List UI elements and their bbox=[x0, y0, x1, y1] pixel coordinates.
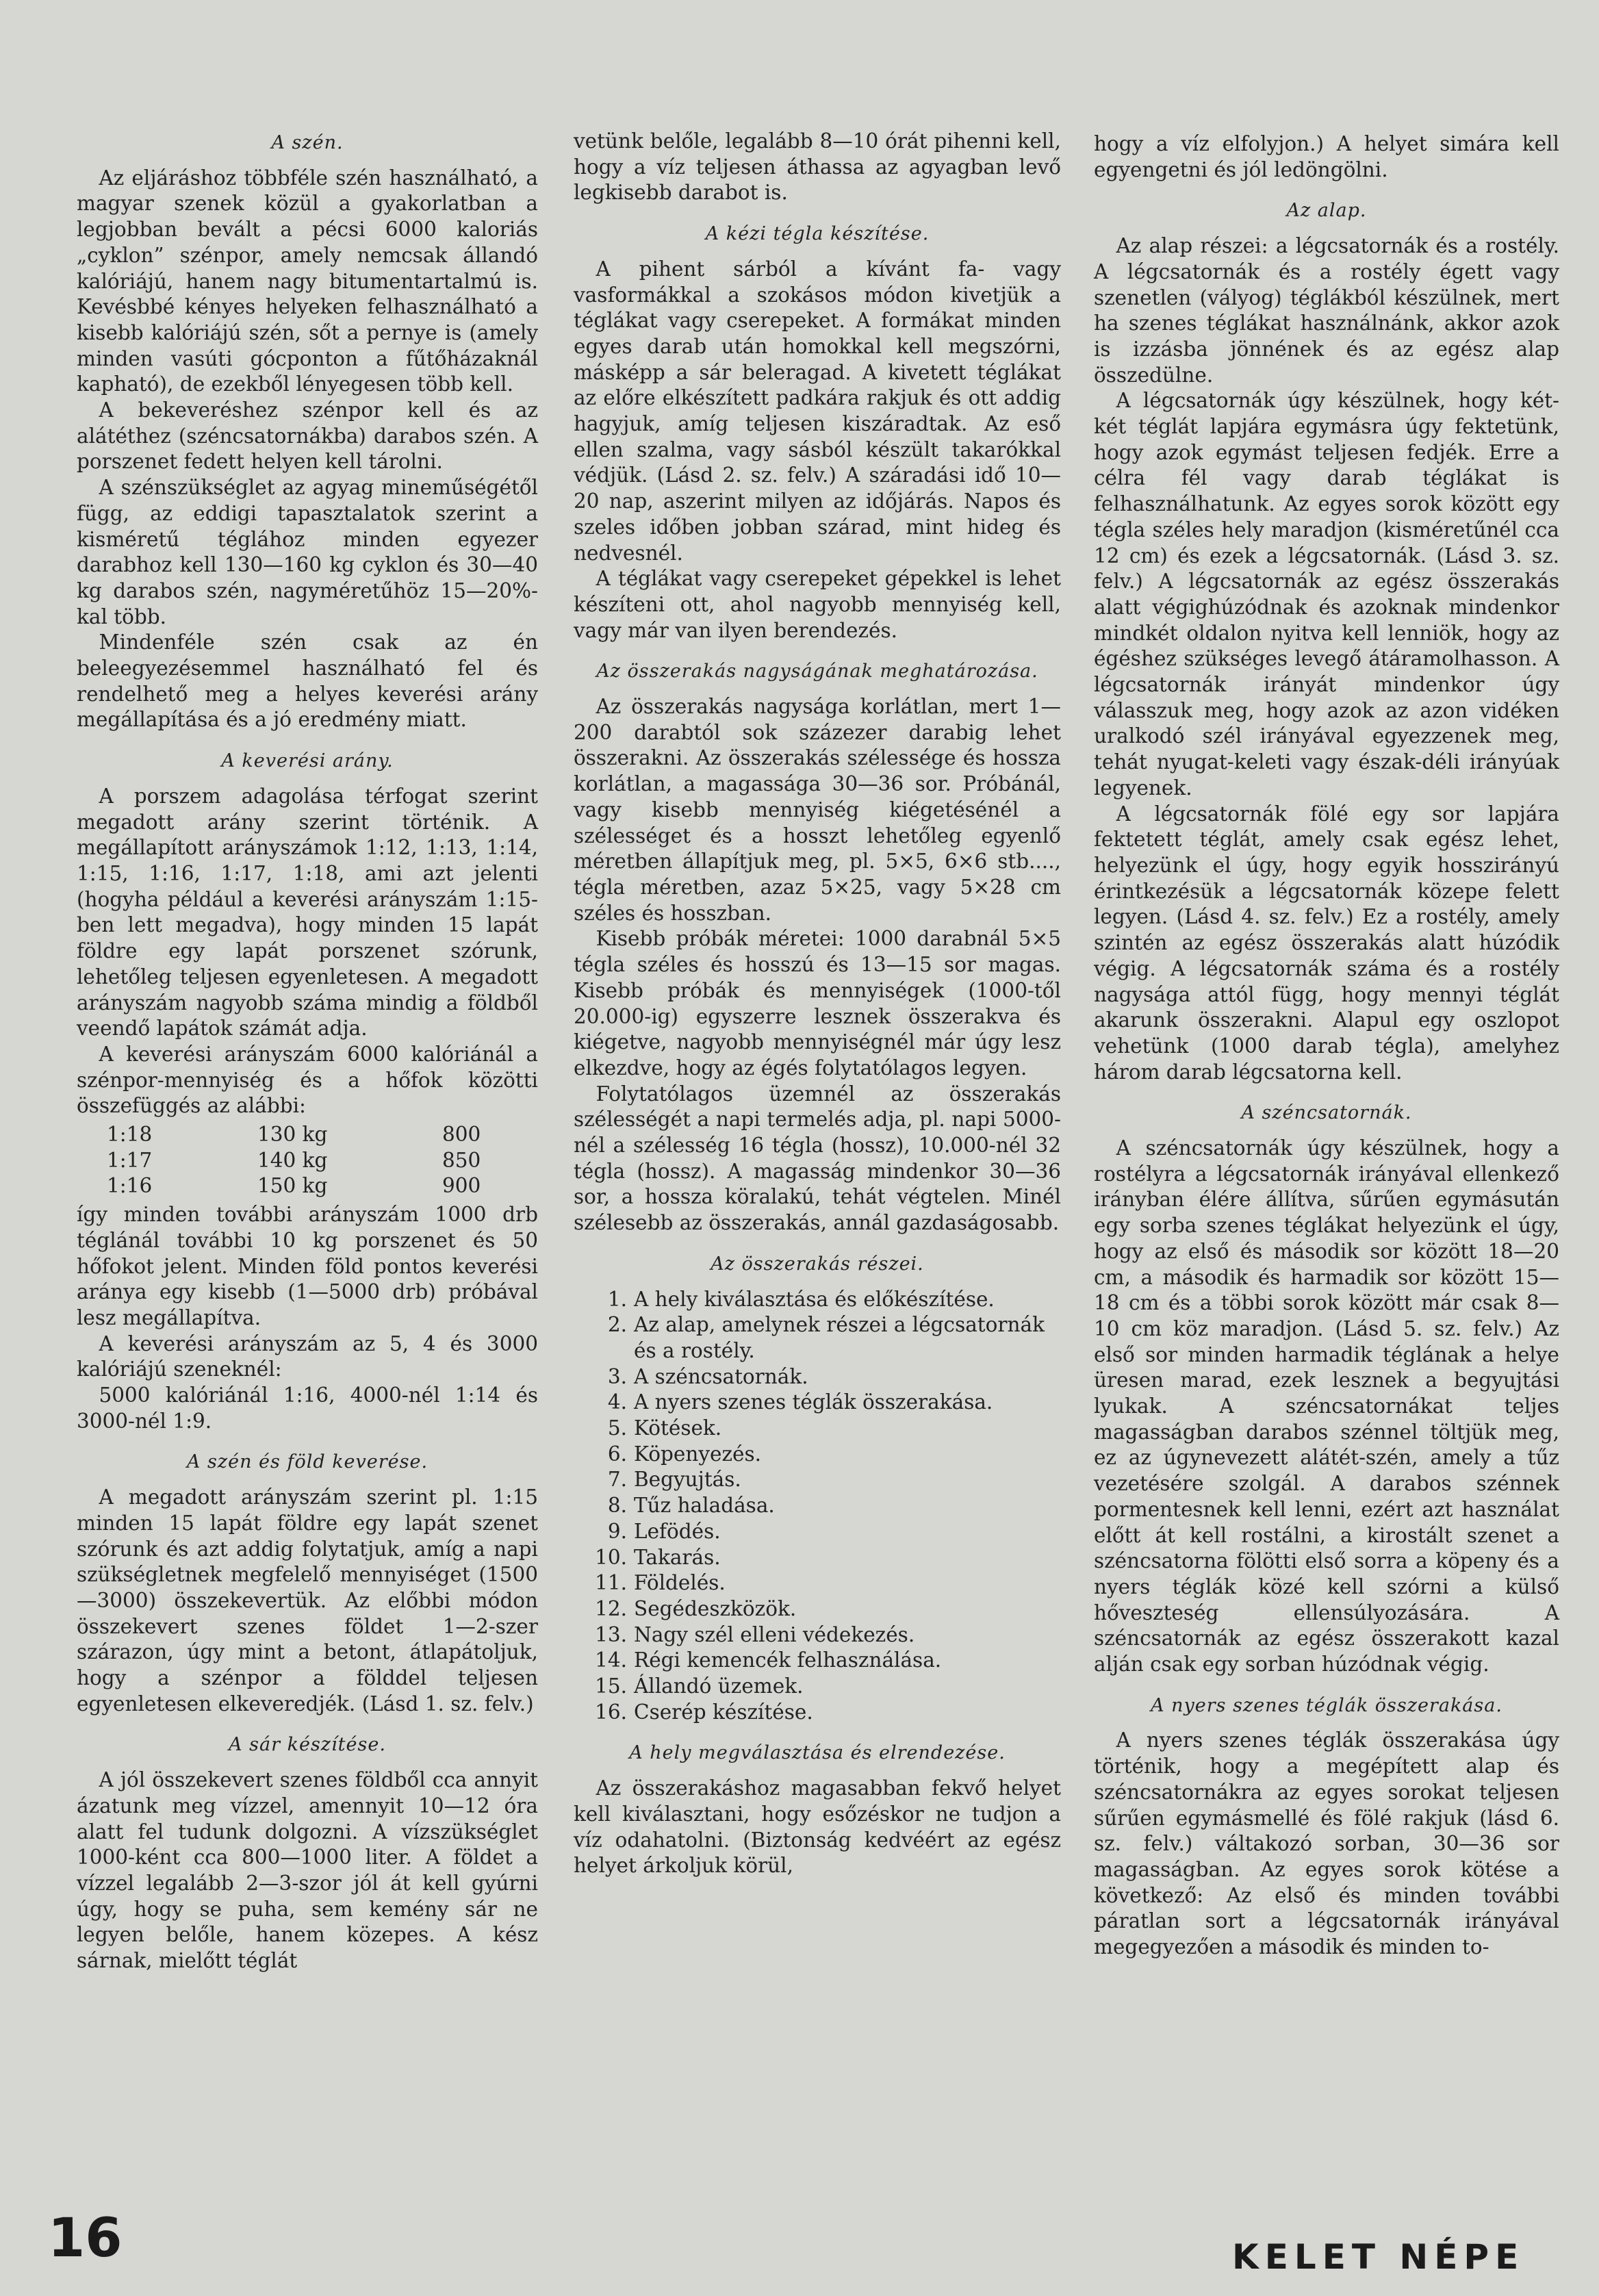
paragraph: A keverési arányszám az 5, 4 és 3000 kalóriájú szeneknél: bbox=[77, 1331, 538, 1381]
paragraph: A pihent sárból a kívánt fa- vagy vasformákkal a szokásos módon kivetjük a téglákat vagy cserepeket. A formákat minden egyes darab után homokkal kell megszórni, másképp a sár beleragad. A kivetett téglákat az előre elkészített padkára rakjuk és ott addig hagyjuk, amíg teljesen kiszáradtak. Az eső ellen szalma, vagy sásból készült takarókkal védjük. (Lásd 2. sz. felv.) A száradási idő 10—20 nap, aszerint milyen az időjárás. Napos és szeles időben jobban szárad, mint hideg és nedvesnél. bbox=[574, 257, 1061, 565]
list-item-number: 8. bbox=[607, 1494, 627, 1518]
paragraph: Az alap részei: a légcsatornák és a rostély. A légcsatornák és a rostély égett vagy szenetlen (vályog) téglákból készülnek, mert ha szenes téglákat használnánk, akkor azok is izzásba jönnének és az egész alap összedülne. bbox=[1094, 234, 1559, 387]
list-item bbox=[594, 1622, 1061, 1648]
list-item-text: Régi kemencék felhasználása. bbox=[634, 1648, 942, 1672]
paragraph: vetünk belőle, legalább 8—10 órát pihenni kell, hogy a víz teljesen áthassa az agyagban levő legkisebb darabot is. bbox=[574, 129, 1061, 205]
temperature-cell: 900 bbox=[442, 1174, 481, 1198]
paragraph: A nyers szenes téglák összerakása úgy történik, hogy a megépített alap és széncsatornákra az egyes sorokat teljesen sűrűen egymásmellé és fölé rakjuk (lásd 6. sz. felv.) váltakozó sorban, 30—36 sor magasságban. Az egyes sorok kötése a következő: Az első és minden további páratlan sort a légcsatornák irányával megegyezően a második és minden to- bbox=[1094, 1729, 1559, 1959]
paragraph: A téglákat vagy cserepeket gépekkel is lehet készíteni ott, ahol nagyobb mennyiség kell, vagy már van ilyen berendezés. bbox=[574, 567, 1061, 642]
table-row bbox=[107, 1122, 524, 1148]
list-item-number: 16. bbox=[595, 1700, 627, 1724]
list-item-text: Nagy szél elleni védekezés. bbox=[634, 1622, 915, 1646]
list-item-text: Állandó üzemek. bbox=[634, 1674, 804, 1698]
paragraph: A megadott arányszám szerint pl. 1:15 minden 15 lapát földre egy lapát szenet szórunk és azt addig folytatjuk, amíg a napi szükségletnek megfelelő mennyiséget (1500—3000) összekevertük. Az előbbi módon összekevert szenes földet 1—2-szer szárazon, úgy mint a betont, átlapátoljuk, hogy a szénpor a földdel teljesen egyenletesen elkeveredjék. (Lásd 1. sz. felv.) bbox=[77, 1485, 538, 1715]
table-row bbox=[107, 1173, 524, 1199]
list-item bbox=[594, 1519, 1061, 1545]
parts-list bbox=[574, 1287, 1061, 1726]
paragraph: A széncsatornák úgy készülnek, hogy a rostélyra a légcsatornák irányával ellenkező irányban élére állítva, sűrűen egymásután egy sorba szenes téglákat helyezünk el úgy, hogy az első és második sor között 18—20 cm, a második és harmadik sor között 15—18 cm és a többi sorok között már csak 8—10 cm köz maradjon. (Lásd 5. sz. felv.) Az első sor minden harmadik téglának a helye üresen marad, ezek lesznek a begyujtási lyukak. A széncsatornákat teljes magasságban darabos szénnel töltjük meg, ez az úgynevezett alátét-szén, amely a tűz vezetésére szolgál. A darabos szénnek pormentesnek kell lenni, ezért azt használat előtt át kell rostálni, a kirostált szenet a széncsatorna fölötti első sorra a köpeny és a nyers téglák közé kell szórni a külső hőveszteség ellensúlyozására. A széncsatornák az egész összerakott kazal alján csak egy sorban húzódnak végig. bbox=[1094, 1136, 1559, 1676]
paragraph: 5000 kalóriánál 1:16, 4000-nél 1:14 és 3000-nél 1:9. bbox=[77, 1383, 538, 1433]
list-item bbox=[594, 1674, 1061, 1700]
list-item bbox=[594, 1416, 1061, 1442]
list-item-text: Köpenyezés. bbox=[634, 1442, 761, 1466]
list-item-number: 11. bbox=[595, 1571, 627, 1595]
list-item-text: Cserép készítése. bbox=[634, 1700, 813, 1724]
list-item-text: Takarás. bbox=[634, 1545, 721, 1569]
ratio-cell: 1:16 bbox=[107, 1174, 153, 1198]
paragraph: A bekeveréshez szénpor kell és az alátéthez (széncsatornákba) darabos szén. A porszenet fedett helyen kell tárolni. bbox=[77, 398, 538, 474]
list-item-number: 9. bbox=[607, 1519, 627, 1543]
list-item-number: 3. bbox=[607, 1364, 627, 1388]
section-heading: Az alap. bbox=[1286, 200, 1367, 222]
list-item-text: Segédeszközök. bbox=[634, 1596, 797, 1620]
article-column-1 bbox=[77, 130, 538, 1974]
amount-cell: 140 kg bbox=[257, 1148, 328, 1172]
paragraph: A szénszükséglet az agyag mineműségétől függ, az eddigi tapasztalatok szerint a kisméretű téglához minden egyezer darabhoz kell 130—160 kg cyklon és 30—40 kg darabos szén, nagyméretűhöz 15—20%-kal több. bbox=[77, 476, 538, 628]
list-item bbox=[594, 1364, 1061, 1390]
paragraph: A porszem adagolása térfogat szerint megadott arány szerint történik. A megállapított arányszámok 1:12, 1:13, 1:14, 1:15, 1:16, 1:17, 1:18, ami azt jelenti (hogyha például a keverési arányszám 1:15-ben lett megadva), hogy minden 15 lapát földre egy lapát porszenet szórunk, lehetőleg teljesen egyenletesen. A megadott arányszám nagyobb száma mindig a földből veendő lapátok számát adja. bbox=[77, 784, 538, 1041]
list-item-number: 14. bbox=[595, 1648, 627, 1672]
list-item-number: 7. bbox=[607, 1468, 627, 1492]
list-item-number: 10. bbox=[595, 1545, 627, 1569]
list-item-text: A széncsatornák. bbox=[634, 1364, 808, 1388]
paragraph: A légcsatornák fölé egy sor lapjára fektetett téglát, amely csak egész lehet, helyezünk el úgy, hogy egyik hosszirányú érintkezésük a légcsatornák közepe felett legyen. (Lásd 4. sz. felv.) Ez a rostély, amely szintén az egész összerakás alatt húzódik végig. A légcsatornák száma és a rostély nagysága attól függ, hogy mennyi téglát akarunk összerakni. Alapul egy oszlopot vehetünk (1000 darab tégla), amelyhez három darab légcsatorna kell. bbox=[1094, 802, 1559, 1084]
list-item-text: A hely kiválasztása és előkészítése. bbox=[634, 1287, 995, 1311]
section-heading: Az összerakás részei. bbox=[711, 1253, 924, 1275]
list-item-text: Begyujtás. bbox=[634, 1468, 741, 1492]
magazine-name: KELET NÉPE bbox=[1232, 2237, 1525, 2277]
amount-cell: 130 kg bbox=[257, 1123, 328, 1147]
paragraph: A jól összekevert szenes földből cca annyit ázatunk meg vízzel, amennyit 10—12 óra alatt fel tudunk dolgozni. A vízszükséglet 1000-ként cca 800—1000 liter. A földet a vízzel legalább 2—3-szor jól át kell gyúrni úgy, hogy se puha, sem kemény sár ne legyen belőle, hanem közepes. A kész sárnak, mielőtt téglát bbox=[77, 1768, 538, 1973]
list-item-text: Földelés. bbox=[634, 1571, 726, 1595]
list-item bbox=[594, 1648, 1061, 1674]
paragraph: így minden további arányszám 1000 drb téglánál további 10 kg porszenet és 50 hőfokot jelent. Minden föld pontos keverési aránya egy kisebb (1—5000 drb) próbával lesz megállapítva. bbox=[77, 1203, 538, 1329]
page-number: 16 bbox=[48, 2208, 123, 2269]
list-item-text: Lefödés. bbox=[634, 1519, 721, 1543]
list-item-number: 1. bbox=[607, 1287, 627, 1311]
section-heading: A szén. bbox=[271, 132, 344, 153]
list-item bbox=[594, 1570, 1061, 1596]
list-item-text: Tűz haladása. bbox=[634, 1494, 775, 1518]
paragraph: Az eljáráshoz többféle szén használható, a magyar szenek közül a gyakorlatban a legjobban bevált a pécsi 6000 kaloriás „cyklon” szénpor, amely nemcsak állandó kalóriájú, hanem nagy bitumentartalmú is. Kevésbbé kényes helyeken felhasználható a kisebb kalóriájú szén, sőt a pernye is (amely minden vasúti gócponton a fűtőházaknál kapható), de ezekből lényegesen több kell. bbox=[77, 166, 538, 396]
list-item bbox=[594, 1312, 1061, 1364]
list-item bbox=[594, 1545, 1061, 1571]
section-heading: A szén és föld keverése. bbox=[186, 1451, 428, 1473]
paragraph: Az összerakáshoz magasabban fekvő helyet kell kiválasztani, hogy esőzéskor ne tudjon a víz odahatolni. (Biztonság kedvéért az egész helyet árkoljuk körül, bbox=[574, 1776, 1061, 1878]
paragraph: A keverési arányszám 6000 kalóriánál a szénpor-mennyiség és a hőfok közötti összefüggés az alábbi: bbox=[77, 1042, 538, 1118]
ratio-cell: 1:18 bbox=[107, 1123, 153, 1147]
ratio-cell: 1:17 bbox=[107, 1148, 153, 1172]
table-row bbox=[107, 1148, 524, 1174]
list-item-number: 2. bbox=[607, 1313, 627, 1337]
section-heading: A széncsatornák. bbox=[1241, 1102, 1412, 1124]
list-item-number: 12. bbox=[595, 1596, 627, 1620]
list-item-number: 6. bbox=[607, 1442, 627, 1466]
list-item bbox=[594, 1596, 1061, 1622]
mixing-ratio-table bbox=[107, 1122, 524, 1199]
list-item bbox=[594, 1700, 1061, 1726]
paragraph: Mindenféle szén csak az én beleegyezésemmel használható fel és rendelhető meg a helyes keverési arány megállapítása és a jó eredmény miatt. bbox=[77, 630, 538, 732]
list-item-text: A nyers szenes téglák összerakása. bbox=[634, 1390, 993, 1414]
section-heading: A nyers szenes téglák összerakása. bbox=[1151, 1694, 1502, 1716]
list-item bbox=[594, 1287, 1061, 1313]
article-column-2 bbox=[574, 129, 1061, 1879]
list-item bbox=[594, 1493, 1061, 1519]
paragraph: Folytatólagos üzemnél az összerakás szélességét a napi termelés adja, pl. napi 5000-nél a szélesség 16 tégla (hossz), 10.000-nél 32 tégla (hossz). A magasság mindenkor 30—36 sor, a hossza köralakú, tehát végtelen. Minél szélesebb az összerakás, annál gazdaságosabb. bbox=[574, 1082, 1061, 1235]
section-heading: Az összerakás nagyságának meghatározása. bbox=[596, 661, 1038, 683]
list-item-text: Az alap, amelynek részei a légcsatornák és a rostély. bbox=[634, 1313, 1045, 1362]
list-item-number: 4. bbox=[607, 1390, 627, 1414]
list-item-text: Kötések. bbox=[634, 1416, 722, 1440]
temperature-cell: 850 bbox=[442, 1148, 481, 1172]
list-item bbox=[594, 1390, 1061, 1416]
section-heading: A kézi tégla készítése. bbox=[705, 223, 930, 245]
list-item bbox=[594, 1467, 1061, 1493]
paragraph: Kisebb próbák méretei: 1000 darabnál 5×5 tégla széles és hosszú és 13—15 sor magas. Kisebb próbák és mennyiségek (1000-től 20.000-ig) egyszerre lesznek összerakva és kiégetve, nagyobb mennyiségnél már úgy lesz elkezdve, hogy az égés folytatólagos legyen. bbox=[574, 927, 1061, 1080]
amount-cell: 150 kg bbox=[257, 1174, 328, 1198]
list-item-number: 13. bbox=[595, 1622, 627, 1646]
section-heading: A keverési arány. bbox=[221, 750, 394, 772]
paragraph: hogy a víz elfolyjon.) A helyet simára kell egyengetni és jól ledöngölni. bbox=[1094, 132, 1559, 181]
paragraph: Az összerakás nagysága korlátlan, mert 1—200 darabtól sok százezer darabig lehet összerakni. Az összerakás szélessége és hossza korlátlan, a magassága 30—36 sor. Próbánál, vagy kisebb mennyiség kiégetésénél a szélességet és a hosszt lehetőleg egyenlő méretben állapítjuk meg, pl. 5×5, 6×6 stb...., tégla méretben, azaz 5×25, vagy 5×28 cm széles és hosszban. bbox=[574, 695, 1061, 925]
temperature-cell: 800 bbox=[442, 1123, 481, 1147]
article-column-3 bbox=[1094, 131, 1559, 1961]
section-heading: A hely megválasztása és elrendezése. bbox=[629, 1742, 1006, 1764]
list-item bbox=[594, 1442, 1061, 1468]
paragraph: A légcsatornák úgy készülnek, hogy két-két téglát lapjára egymásra úgy fektetünk, hogy azok egymást teljesen fedjék. Erre a célra fél vagy darab téglákat is felhasználhatunk. Az egyes sorok között egy tégla széles hely maradjon (kisméretűnél cca 12 cm) és ezek a légcsatornák. (Lásd 3. sz. felv.) A légcsatornák az egész összerakás alatt végighúzódnak és azoknak mindenkor mindkét oldalon nyitva kell lenniök, hogy az égéshez szükséges levegő átáramolhasson. A légcsatornák irányát mindenkor úgy válasszuk meg, hogy azok az azon vidéken uralkodó szél irányával egyezzenek meg, tehát nyugat-keleti vagy észak-déli irányúak legyenek. bbox=[1094, 389, 1559, 800]
list-item-number: 15. bbox=[595, 1674, 627, 1698]
section-heading: A sár készítése. bbox=[229, 1734, 386, 1756]
list-item-number: 5. bbox=[607, 1416, 627, 1440]
